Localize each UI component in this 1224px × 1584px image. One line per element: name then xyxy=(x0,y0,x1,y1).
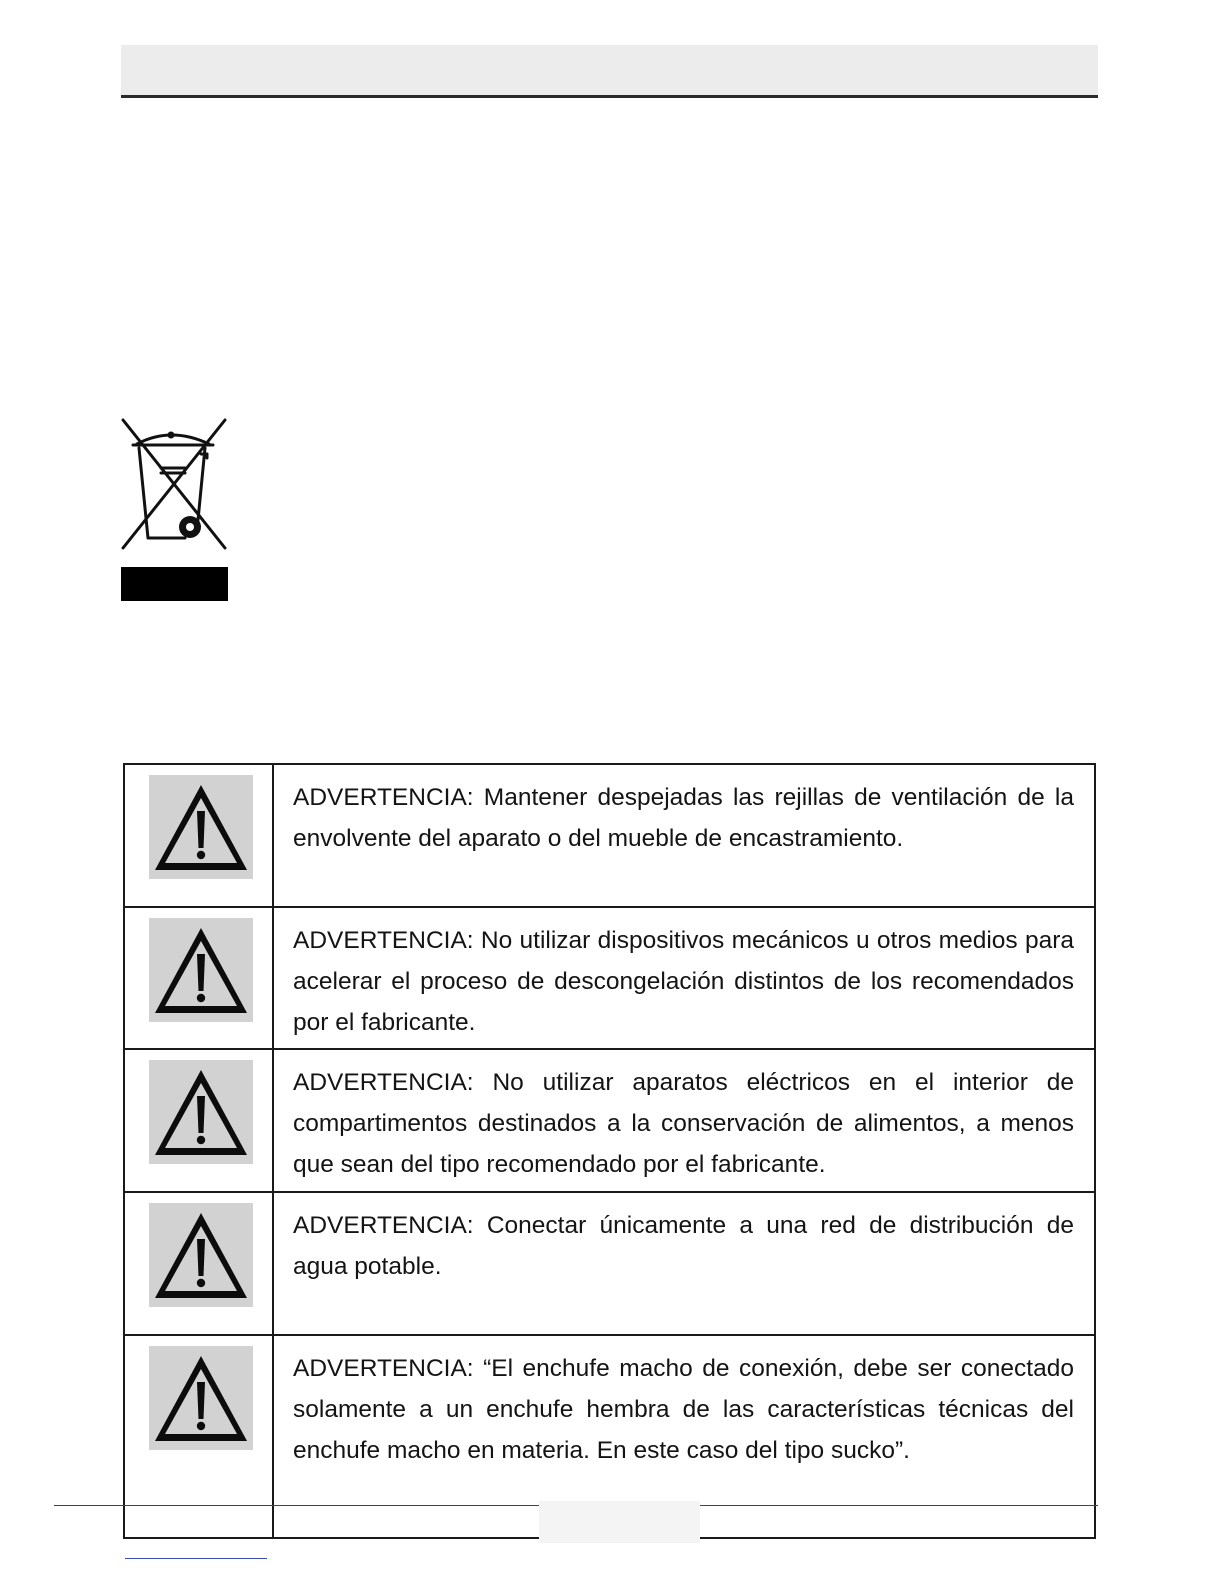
warning-triangle-icon xyxy=(149,1203,253,1307)
warning-row xyxy=(124,1192,1095,1335)
page-number-box xyxy=(539,1501,700,1543)
warning-icon-cell xyxy=(124,907,273,1049)
warning-icon-cell xyxy=(124,1192,273,1335)
warning-row xyxy=(124,764,1095,907)
warning-text: ADVERTENCIA: No utilizar dispositivos mecánicos u otros medios para acelerar el proceso de descongelación distintos de los recomendados por el fabricante. xyxy=(273,907,1095,1049)
page-header-band xyxy=(121,45,1098,95)
crossed-out-wheelie-bin-icon xyxy=(121,418,229,553)
warning-text: ADVERTENCIA: Conectar únicamente a una red de distribución de agua potable. xyxy=(273,1192,1095,1335)
warning-triangle-icon xyxy=(149,1346,253,1450)
header-divider xyxy=(121,95,1098,98)
warning-icon-cell xyxy=(124,1049,273,1192)
warning-text: ADVERTENCIA: Mantener despejadas las rejillas de ventilación de la envolvente del aparato o del mueble de encastramiento. xyxy=(273,764,1095,907)
footer-underline xyxy=(125,1558,267,1559)
warning-row xyxy=(124,1049,1095,1192)
warning-triangle-icon xyxy=(149,1060,253,1164)
warning-icon-cell xyxy=(124,764,273,907)
warning-text: ADVERTENCIA: “El enchufe macho de conexión, debe ser conectado solamente a un enchufe hembra de las características técnicas del enchufe macho en materia. En este caso del tipo sucko”. xyxy=(273,1335,1095,1538)
warning-row xyxy=(124,907,1095,1049)
weee-bar-marking xyxy=(121,567,228,601)
warning-text: ADVERTENCIA: No utilizar aparatos eléctricos en el interior de compartimentos destinados a la conservación de alimentos, a menos que sean del tipo recomendado por el fabricante. xyxy=(273,1049,1095,1192)
warning-triangle-icon xyxy=(149,918,253,1022)
warnings-table xyxy=(123,763,1096,1539)
warning-icon-cell xyxy=(124,1335,273,1538)
warning-triangle-icon xyxy=(149,775,253,879)
